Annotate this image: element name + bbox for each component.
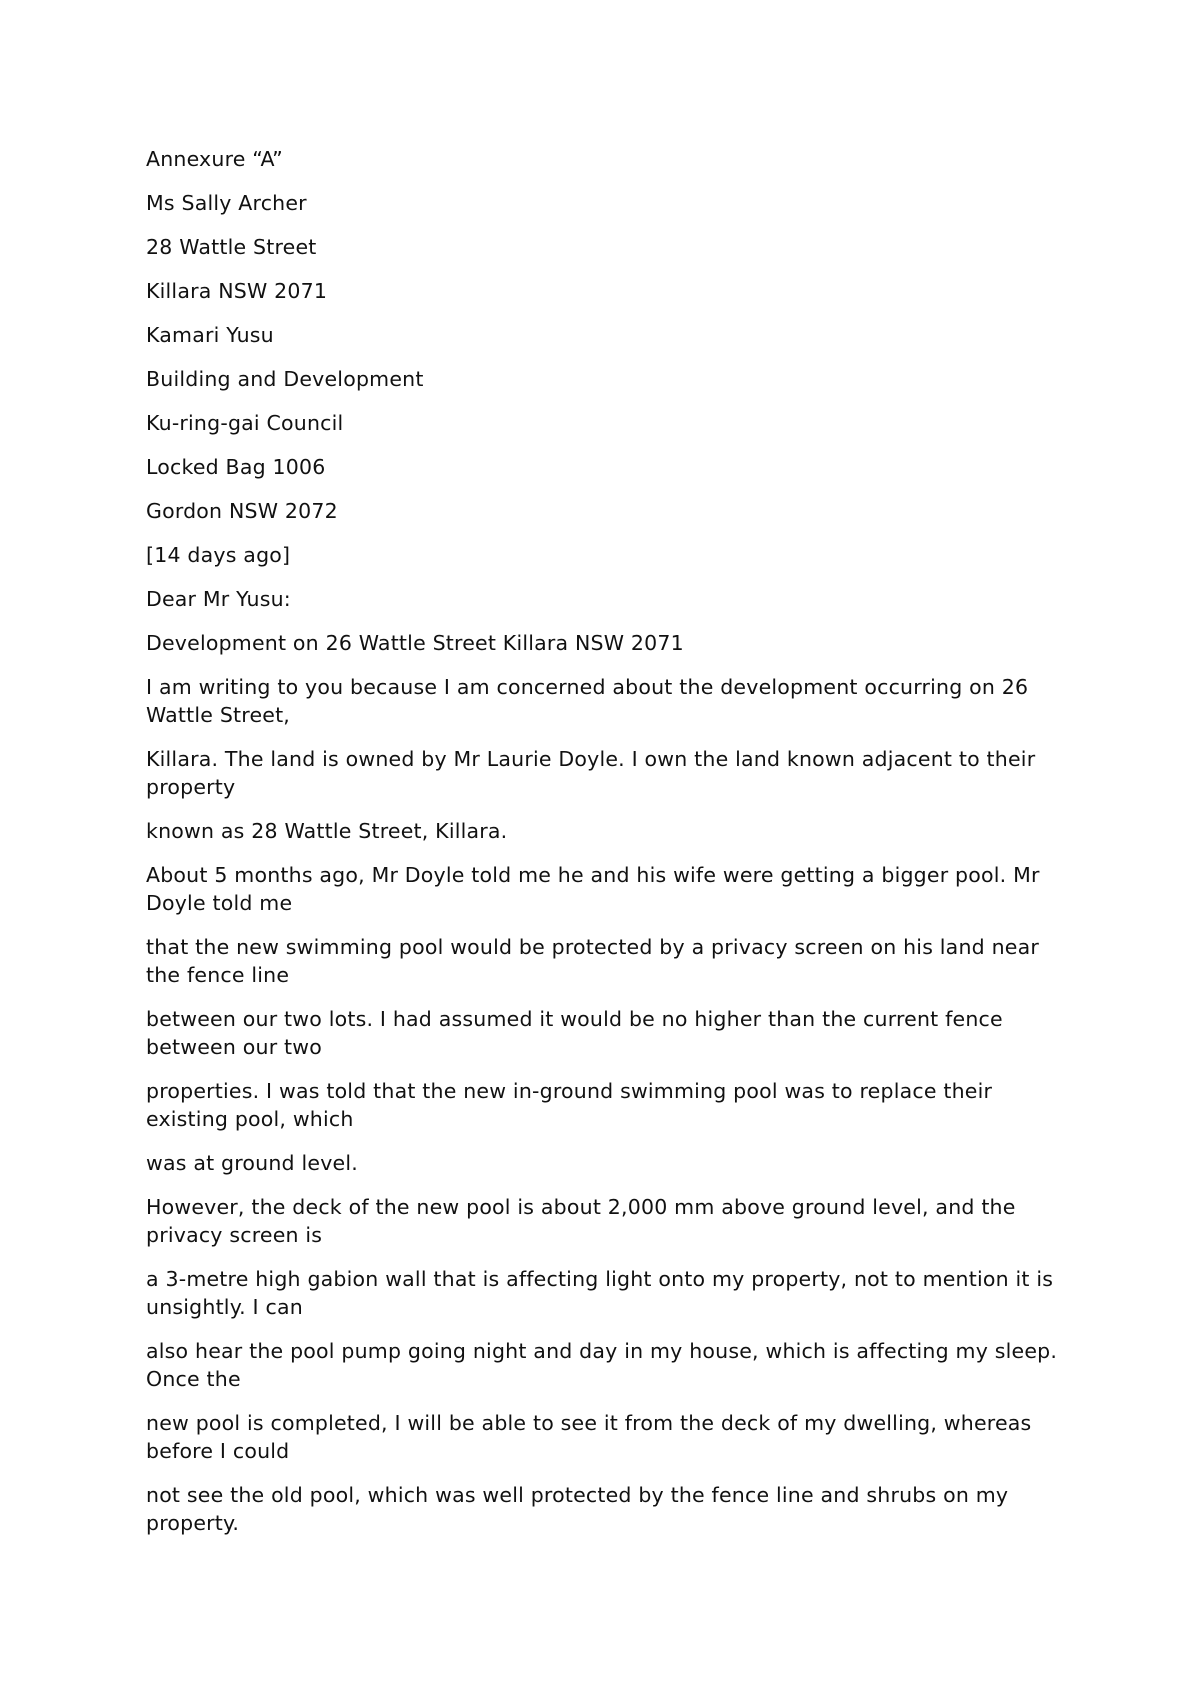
annexure-heading: Annexure “A” (146, 147, 283, 171)
body-paragraph: not see the old pool, which was well protected by the fence line and shrubs on my property. (146, 1483, 1009, 1535)
body-paragraph: new pool is completed, I will be able to see it from the deck of my dwelling, whereas before I could (146, 1411, 1032, 1463)
body-paragraph: However, the deck of the new pool is about 2,000 mm above ground level, and the privacy screen is (146, 1195, 1016, 1247)
subject-line: Development on 26 Wattle Street Killara NSW 2071 (146, 631, 684, 655)
body-paragraph: known as 28 Wattle Street, Killara. (146, 819, 508, 843)
body-paragraph: I am writing to you because I am concerned about the development occurring on 26 Wattle Street, (146, 675, 1029, 727)
sender-street: 28 Wattle Street (146, 235, 317, 259)
body-paragraph: properties. I was told that the new in-ground swimming pool was to replace their existing pool, which (146, 1079, 993, 1131)
letter-date: [14 days ago] (146, 543, 291, 567)
recipient-suburb: Gordon NSW 2072 (146, 499, 338, 523)
body-paragraph: also hear the pool pump going night and day in my house, which is affecting my sleep. Once the (146, 1339, 1058, 1391)
body-paragraph: was at ground level. (146, 1151, 358, 1175)
body-paragraph: a 3-metre high gabion wall that is affecting light onto my property, not to mention it is unsightly. I can (146, 1267, 1054, 1319)
body-paragraph: that the new swimming pool would be protected by a privacy screen on his land near the fence line (146, 935, 1039, 987)
body-paragraph: About 5 months ago, Mr Doyle told me he and his wife were getting a bigger pool. Mr Doyle told me (146, 863, 1040, 915)
body-paragraph: between our two lots. I had assumed it would be no higher than the current fence between our two (146, 1007, 1003, 1059)
recipient-council: Ku-ring-gai Council (146, 411, 344, 435)
recipient-bag: Locked Bag 1006 (146, 455, 326, 479)
sender-name: Ms Sally Archer (146, 191, 307, 215)
recipient-name: Kamari Yusu (146, 323, 274, 347)
salutation: Dear Mr Yusu: (146, 587, 291, 611)
letter-content (146, 145, 1066, 1553)
sender-suburb: Killara NSW 2071 (146, 279, 328, 303)
recipient-department: Building and Development (146, 367, 424, 391)
body-paragraph: Killara. The land is owned by Mr Laurie Doyle. I own the land known adjacent to their property (146, 747, 1036, 799)
